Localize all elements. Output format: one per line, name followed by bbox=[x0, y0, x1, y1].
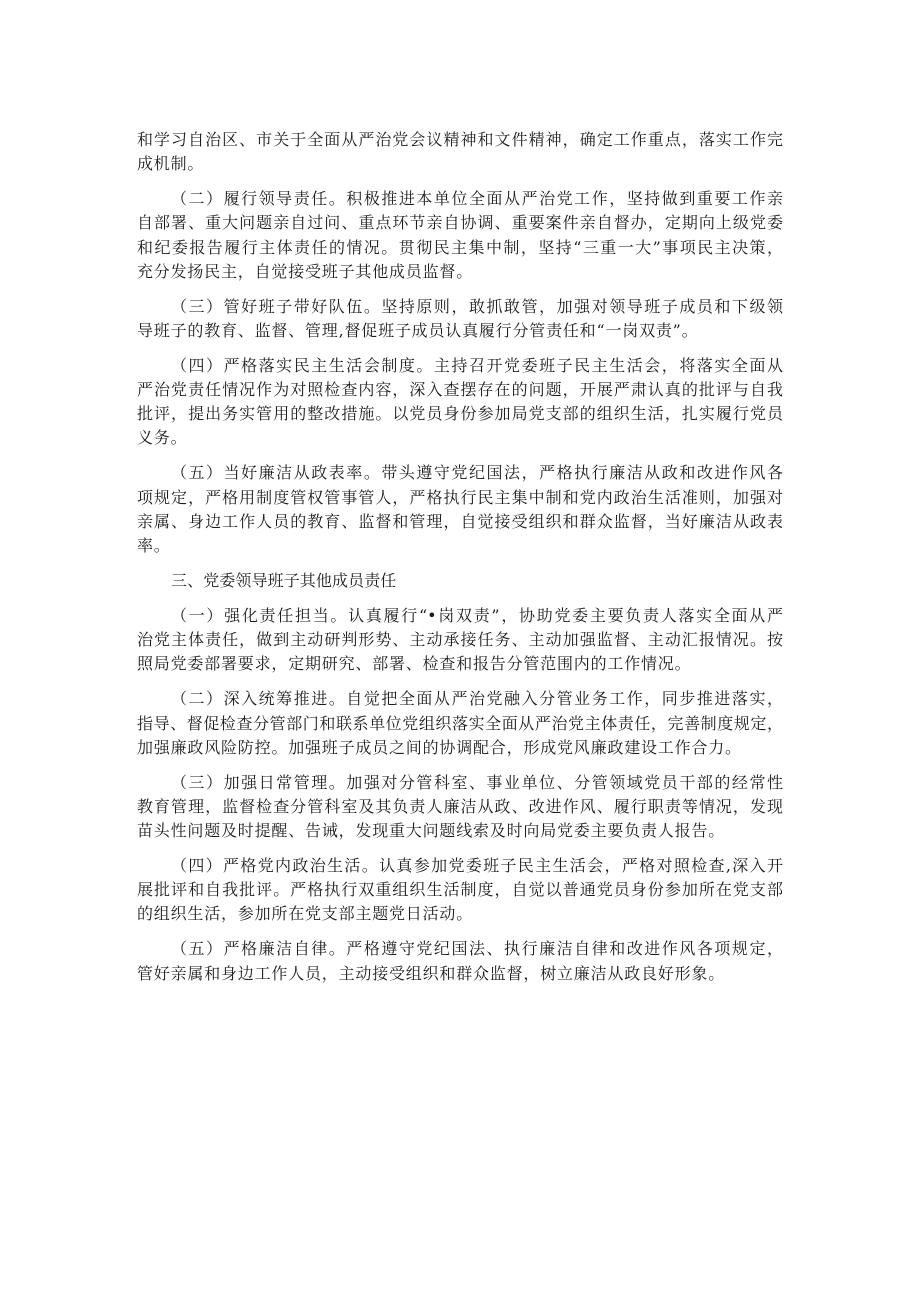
text-line: （三）加强日常管理。加强对分管科室、事业单位、分管领域党员干部的经常性 bbox=[171, 772, 783, 792]
text-line: 治党主体责任，做到主动研判形势、主动承接任务、主动加强监督、主动汇报情况。按 bbox=[137, 630, 783, 650]
text-line: 和学习自治区、市关于全面从严治党会议精神和文件精神，确定工作重点，落实工作完 bbox=[137, 130, 783, 149]
item-fulfill-leadership-responsibility bbox=[137, 187, 783, 284]
text-line: （四）严格党内政治生活。认真参加党委班子民主生活会，严格对照检查,深入开 bbox=[171, 856, 783, 876]
text-line: （三）管好班子带好队伍。坚持原则，敢抓敢管，加强对领导班子成员和下级领 bbox=[171, 296, 783, 316]
text-line: 亲属、身边工作人员的教育、监督和管理，自觉接受组织和群众监督，当好廉洁从政表 bbox=[137, 511, 783, 531]
text-line: （五）严格廉洁自律。严格遵守党纪国法、执行廉洁自律和改进作风各项规定， bbox=[171, 939, 783, 959]
text-line: （一）强化责任担当。认真履行“•岗双责”，协助党委主要负责人落实全面从严 bbox=[171, 605, 783, 625]
text-line: 率。 bbox=[137, 536, 171, 555]
text-line: 苗头性问题及时提醒、告诫，发现重大问题线索及时向局党委主要负责人报告。 bbox=[137, 821, 726, 841]
text-line: 教育管理，监督检查分管科室及其负责人廉洁从政、改进作风、履行职责等情况，发现 bbox=[137, 796, 783, 816]
text-line: 自部署、重大问题亲自过问、重点环节亲自协调、重要案件亲自督办，定期向上级党委 bbox=[137, 213, 783, 233]
item-manage-team bbox=[137, 295, 783, 343]
text-line: 的组织生活，参加所在党支部主题党日活动。 bbox=[137, 904, 474, 924]
item-strengthen-responsibility bbox=[137, 604, 783, 677]
text-line: 严治党责任情况作为对照检查内容，深入查摆存在的问题，开展严肃认真的批评与自我 bbox=[137, 380, 783, 400]
section-heading-other-members-responsibility bbox=[137, 569, 783, 593]
text-line: 批评，提出务实管用的整改措施。以党员身份参加局党支部的组织生活，扎实履行党员 bbox=[137, 404, 783, 424]
section-heading-text: 三、党委领导班子其他成员责任 bbox=[171, 570, 397, 590]
text-line: 管好亲属和身边工作人员，主动接受组织和群众监督，树立廉洁从政良好形象。 bbox=[137, 963, 726, 983]
text-line: 指导、督促检查分管部门和联系单位党组织落实全面从严治党主体责任，完善制度规定， bbox=[137, 713, 783, 733]
text-line: （五）当好廉洁从政表率。带头遵守党纪国法，严格执行廉洁从政和改进作风各 bbox=[171, 463, 783, 483]
text-line: 展批评和自我批评。严格执行双重组织生活制度，自觉以普通党员身份参加所在党支部 bbox=[137, 880, 783, 900]
item-daily-management bbox=[137, 771, 783, 844]
item-democratic-life-meeting bbox=[137, 354, 783, 451]
item-coordinate-promotion bbox=[137, 687, 783, 760]
text-line: 项规定，严格用制度管权管事管人，严格执行民主集中制和党内政治生活准则，加强对 bbox=[137, 487, 783, 507]
text-line: 和纪委报告履行主体责任的情况。贯彻民主集中制，坚持“三重一大”事项民主决策， bbox=[137, 237, 783, 257]
document-body bbox=[137, 128, 783, 986]
text-line: 加强廉政风险防控。加强班子成员之间的协调配合，形成党风廉政建设工作合力。 bbox=[137, 737, 742, 757]
text-line: 导班子的教育、监督、管理,督促班子成员认真履行分管责任和“一岗双责”。 bbox=[137, 320, 699, 340]
item-clean-governance-model bbox=[137, 461, 783, 558]
item-inner-party-political-life bbox=[137, 854, 783, 927]
text-line: 成机制。 bbox=[137, 154, 205, 174]
text-line: （二）深入统筹推进。自觉把全面从严治党融入分管业务工作，同步推进落实， bbox=[171, 689, 783, 709]
paragraph-work-mechanism-continuation bbox=[137, 128, 783, 176]
text-line: 充分发扬民主，自觉接受班子其他成员监督。 bbox=[137, 261, 474, 281]
text-line: 义务。 bbox=[137, 428, 188, 448]
text-line: 照局党委部署要求，定期研究、部署、检查和报告分管范围内的工作情况。 bbox=[137, 654, 692, 674]
text-line: （四）严格落实民主生活会制度。主持召开党委班子民主生活会，将落实全面从 bbox=[171, 355, 783, 375]
text-line: （二）履行领导责任。积极推进本单位全面从严治党工作，坚持做到重要工作亲 bbox=[171, 189, 783, 209]
item-self-discipline bbox=[137, 937, 783, 985]
